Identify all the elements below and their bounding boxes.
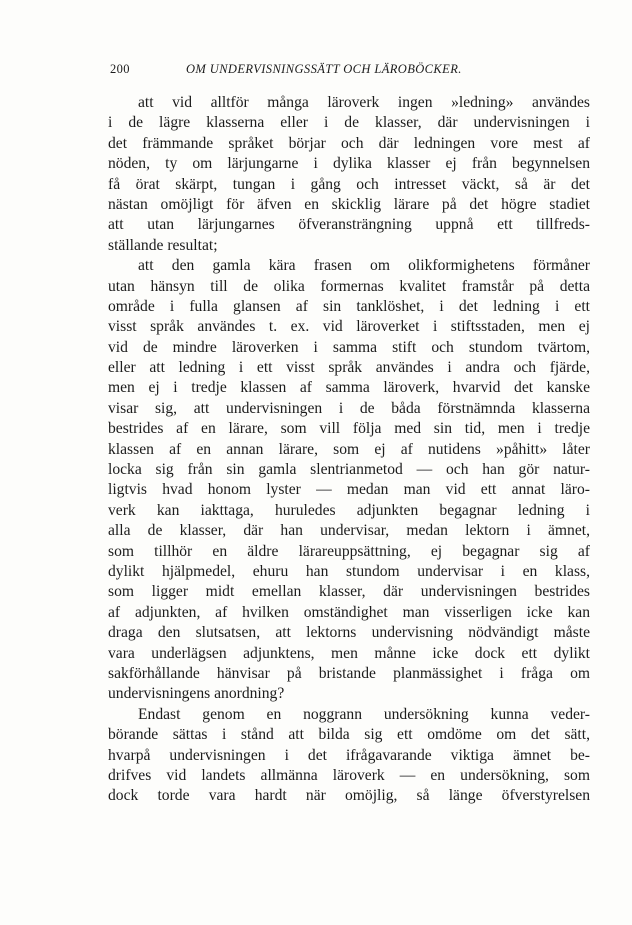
text-line: område i fulla glansen af sin tanklöshet, i det ledning i ett — [108, 297, 590, 315]
text-line: utan hänsyn till de olika formernas kvalitet framstår på detta — [108, 277, 590, 295]
text-line: dock torde vara hardt när omöjlig, så länge öfverstyrelsen — [108, 787, 590, 805]
text-line: nästan omöjligt för äfven en skicklig lärare på det högre stadiet — [108, 195, 590, 213]
text-line: af adjunkten, af hvilken omständighet man visserligen icke kan — [108, 603, 590, 621]
text-line: bestrides af en lärare, som vill följa med sin tid, men i tredje — [108, 420, 590, 438]
text-line: drifves vid landets allmänna läroverk — en undersökning, som — [108, 766, 590, 784]
text-line: verk kan iakttaga, huruledes adjunkten begagnar ledning i — [108, 501, 590, 519]
text-line: visst språk användes t. ex. vid läroverket i stiftsstaden, men ej — [108, 318, 590, 336]
text-line: att utan lärjungarnes öfveransträngning uppnå ett tillfreds- — [108, 216, 590, 234]
text-line: hvarpå undervisningen i det ifrågavarande viktiga ämnet be- — [108, 746, 590, 764]
text-line: ställande resultat; — [108, 236, 218, 254]
text-line: undervisningens anordning? — [108, 685, 285, 703]
text-line: vara underlägsen adjunktens, men månne icke dock ett dylikt — [108, 644, 590, 662]
text-line: vid de mindre läroverken i samma stift och stundom tvärtom, — [108, 338, 590, 356]
text-line: alla de klasser, där han undervisar, medan lektorn i ämnet, — [108, 522, 590, 540]
page-number: 200 — [110, 62, 130, 76]
text-line: nöden, ty om lärjungarne i dylika klasser ej från begynnelsen — [108, 155, 590, 173]
text-line: locka sig från sin gamla slentrianmetod — och han gör natur- — [108, 461, 590, 479]
body-text — [108, 93, 590, 807]
text-line: sakförhållande hänvisar på bristande planmässighet i fråga om — [108, 664, 590, 682]
text-line: ligtvis hvad honom lyster — medan man vid ett annat läro- — [108, 481, 590, 499]
text-line: som ligger midt emellan klasser, där undervisningen bestrides — [108, 583, 590, 601]
text-line: det främmande språket börjar och där ledningen vore mest af — [108, 134, 590, 152]
text-line: börande sättas i stånd att bilda sig ett omdöme om det sätt, — [108, 726, 590, 744]
text-line: men ej i tredje klassen af samma läroverk, hvarvid det kanske — [108, 379, 590, 397]
text-line: draga den slutsatsen, att lektorns undervisning nödvändigt måste — [108, 624, 590, 642]
text-line: klassen af en annan lärare, som ej af nutidens »påhitt» låter — [108, 440, 590, 458]
text-line: få örat skärpt, tungan i gång och intresset väckt, så är det — [108, 175, 590, 193]
text-line: visar sig, att undervisningen i de båda förstnämnda klasserna — [108, 399, 590, 417]
text-line: att vid alltför många läroverk ingen »ledning» användes — [138, 94, 590, 111]
text-line: att den gamla kära frasen om olikformighetens förmåner — [138, 257, 590, 275]
text-line: dylikt hjälpmedel, ehuru han stundom undervisar i en klass, — [108, 562, 590, 580]
text-line: Endast genom en noggrann undersökning kunna veder- — [138, 705, 590, 723]
running-title: OM UNDERVISNINGSSÄTT OCH LÄROBÖCKER. — [186, 62, 462, 76]
text-line: i de lägre klasserna eller i de klasser, där undervisningen i — [108, 114, 590, 132]
text-line: eller att ledning i ett visst språk användes i andra och fjärde, — [108, 359, 590, 377]
text-line: som tillhör en äldre lärareuppsättning, ej begagnar sig af — [108, 542, 590, 560]
